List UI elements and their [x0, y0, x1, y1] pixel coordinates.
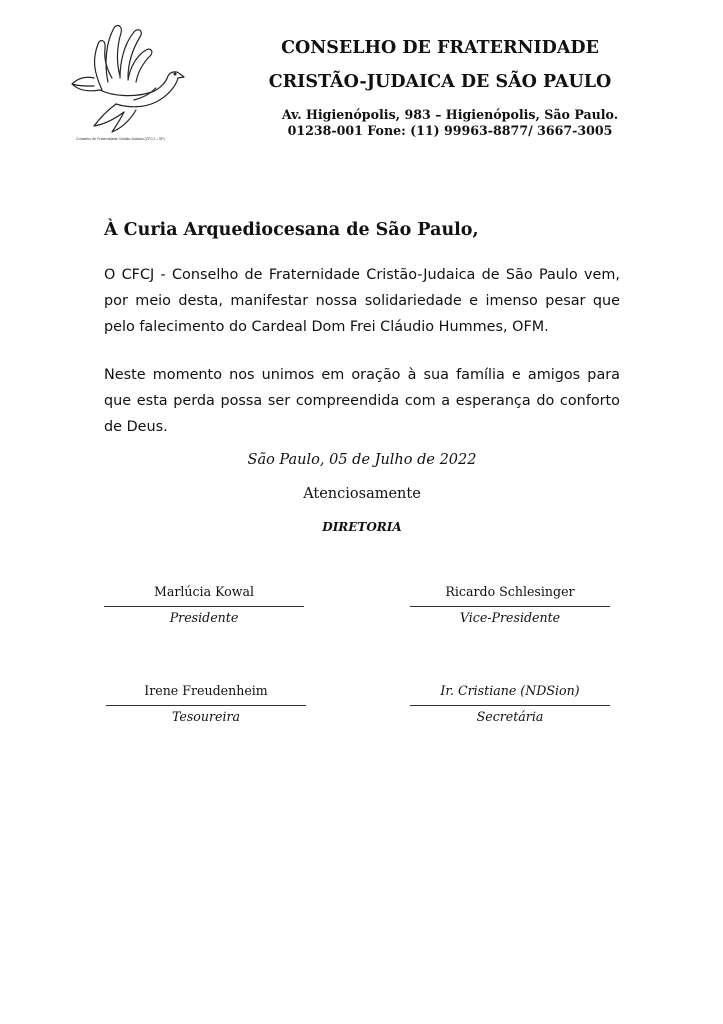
- signature-block: [410, 683, 610, 724]
- signature-line: [106, 705, 306, 706]
- signatory-name: Ricardo Schlesinger: [445, 584, 575, 599]
- board-label: DIRETORIA: [322, 520, 402, 534]
- signature-block: [104, 584, 304, 625]
- signatory-name: Ir. Cristiane (NDSion): [440, 683, 580, 698]
- signatory-role: Presidente: [169, 610, 239, 625]
- org-name-line-1: CONSELHO DE FRATERNIDADE: [281, 38, 599, 58]
- address-line-2: 01238-001 Fone: (11) 99963-8877/ 3667-3005: [287, 123, 613, 138]
- letter-paragraph-2: Neste momento nos unimos em oração à sua família e amigos para que esta perda possa ser compreendida com a esperança do conforto de Deus.: [104, 367, 620, 435]
- signatory-name: Marlúcia Kowal: [153, 584, 255, 599]
- signatory-role: Secretária: [476, 709, 544, 724]
- dove-hand-icon: [64, 20, 194, 138]
- signature-block: [106, 683, 306, 724]
- logo-caption: Conselho de Fraternidade Cristão-Judaica (CFCJ – SP): [76, 137, 165, 141]
- signature-line: [104, 606, 304, 607]
- address-line-1: Av. Higienópolis, 983 – Higienópolis, São Paulo.: [281, 107, 619, 122]
- signature-line: [410, 705, 610, 706]
- organization-logo: [64, 20, 194, 148]
- signatory-role: Tesoureira: [171, 709, 241, 724]
- letter-recipient: À Curia Arquediocesana de São Paulo,: [104, 220, 479, 240]
- letter-date: São Paulo, 05 de Julho de 2022: [247, 452, 477, 468]
- signatory-role: Vice-Presidente: [459, 610, 561, 625]
- signature-line: [410, 606, 610, 607]
- letter-closing: Atenciosamente: [303, 486, 421, 502]
- org-name-line-2: CRISTÃO-JUDAICA DE SÃO PAULO: [268, 72, 612, 92]
- signatory-name: Irene Freudenheim: [144, 683, 268, 698]
- signature-block: [410, 584, 610, 625]
- letter-paragraph-1: O CFCJ - Conselho de Fraternidade Cristão-Judaica de São Paulo vem, por meio desta, manifestar nossa solidariedade e imenso pesar que pelo falecimento do Cardeal Dom Frei Cláudio Hummes, OFM.: [104, 267, 620, 335]
